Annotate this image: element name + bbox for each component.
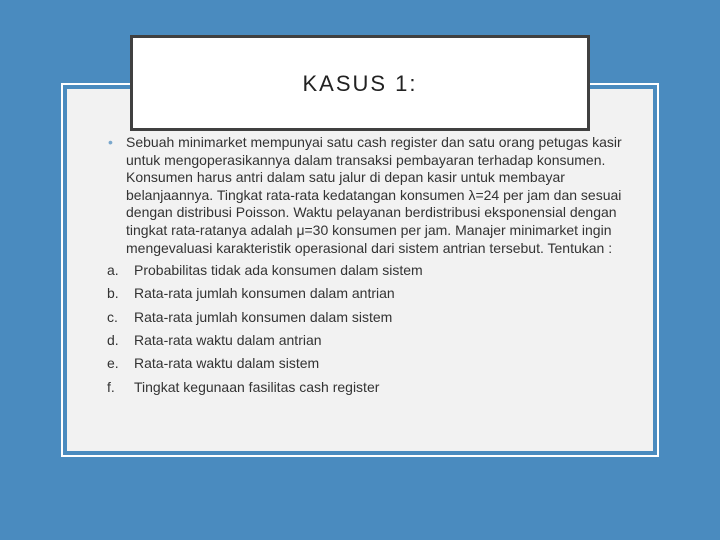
case-paragraph: Sebuah minimarket mempunyai satu cash register dan satu orang petugas kasir untuk mengoperasikannya dalam transaksi pembayaran terhadap konsumen. Konsumen harus antri dalam satu jalur di depan kasir untuk membayar belanjaannya. Tingkat rata-rata kedatangan konsumen λ=24 per jam dan sesuai dengan distribusi Poisson. Waktu pelayanan berdistribusi eksponensial dengan tingkat rata-ratanya adalah μ=30 konsumen per jam. Manajer minimarket ingin mengevaluasi karakteristik operasional dari sistem antrian tersebut. Tentukan : <box>126 134 622 256</box>
list-item-text: Tingkat kegunaan fasilitas cash register <box>134 378 380 395</box>
list-marker: d. <box>107 332 119 349</box>
slide-body <box>107 134 627 399</box>
list-item <box>107 282 627 305</box>
slide-title: KASUS 1: <box>302 71 418 96</box>
case-description <box>107 134 627 257</box>
list-item-text: Rata-rata waktu dalam sistem <box>134 355 320 372</box>
list-item-text: Rata-rata jumlah konsumen dalam antrian <box>134 285 395 302</box>
title-box <box>130 35 590 131</box>
list-item-text: Rata-rata waktu dalam antrian <box>134 332 322 349</box>
question-list <box>107 259 627 399</box>
list-marker: e. <box>107 355 119 372</box>
list-marker: c. <box>107 308 118 325</box>
list-item <box>107 329 627 352</box>
list-item <box>107 352 627 375</box>
bullet-icon: • <box>108 134 113 150</box>
list-item <box>107 259 627 282</box>
list-item <box>107 376 627 399</box>
list-item <box>107 306 627 329</box>
list-marker: f. <box>107 378 115 395</box>
list-marker: b. <box>107 285 119 302</box>
list-marker: a. <box>107 262 119 279</box>
list-item-text: Probabilitas tidak ada konsumen dalam sistem <box>134 262 423 279</box>
list-item-text: Rata-rata jumlah konsumen dalam sistem <box>134 308 393 325</box>
